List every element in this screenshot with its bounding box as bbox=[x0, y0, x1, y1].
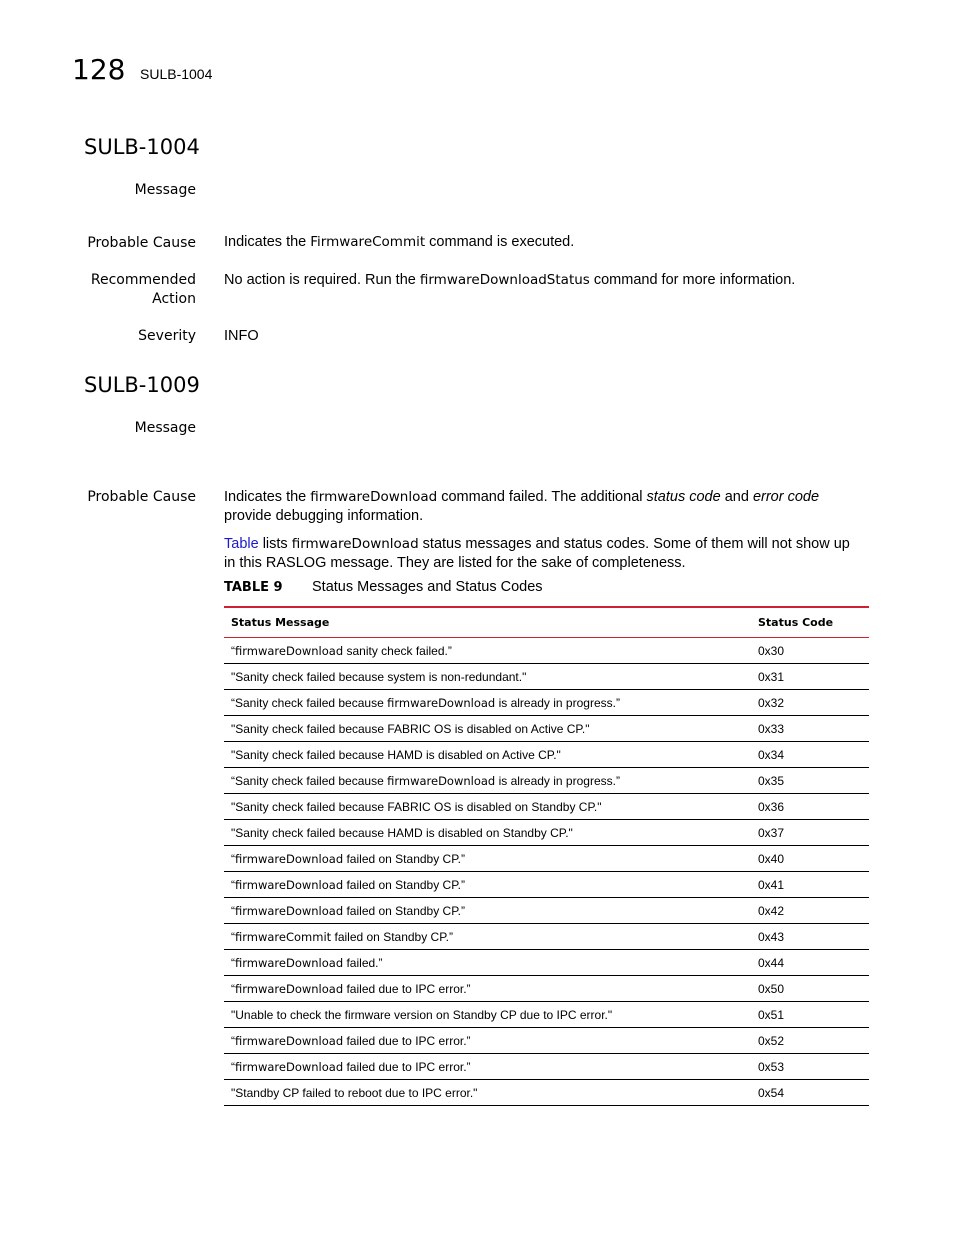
command-name: firmwareDownload bbox=[387, 695, 496, 710]
table-caption bbox=[224, 579, 543, 595]
text-run: is already in progress.” bbox=[495, 773, 620, 788]
emphasis: error code bbox=[752, 489, 820, 505]
status-message-cell bbox=[224, 872, 751, 898]
text-run: command is executed. bbox=[425, 234, 575, 250]
command-name: firmwareDownload bbox=[235, 981, 344, 996]
command-name: firmwareDownload bbox=[235, 851, 344, 866]
table-intro-paragraph bbox=[224, 535, 864, 573]
probable-cause-label: Probable Cause bbox=[87, 235, 196, 251]
status-codes-table bbox=[224, 606, 869, 1106]
command-name: firmwareDownload bbox=[310, 489, 438, 505]
command-name: firmwareDownload bbox=[387, 773, 496, 788]
text-run: “ bbox=[231, 851, 235, 866]
status-code-cell: 0x30 bbox=[751, 638, 869, 664]
column-header-status-message: Status Message bbox=[224, 607, 751, 638]
table-row bbox=[224, 716, 869, 742]
table-row bbox=[224, 872, 869, 898]
probable-cause-text bbox=[224, 488, 864, 526]
text-run: "Unable to check the firmware version on Standby CP due to IPC error." bbox=[231, 1007, 613, 1022]
section-title-sulb-1009: SULB-1009 bbox=[84, 373, 200, 397]
table-row bbox=[224, 664, 869, 690]
status-message-cell bbox=[224, 924, 751, 950]
text-run: failed on Standby CP.” bbox=[343, 851, 465, 866]
text-run: failed due to IPC error.” bbox=[343, 981, 471, 996]
text-run: sanity check failed.” bbox=[343, 643, 452, 658]
text-run: command failed. The additional bbox=[437, 489, 647, 505]
running-header: SULB-1004 bbox=[140, 66, 213, 82]
status-message-cell bbox=[224, 794, 751, 820]
text-run: Indicates the bbox=[224, 489, 311, 505]
text-run: lists bbox=[258, 536, 292, 552]
status-message-cell bbox=[224, 768, 751, 794]
status-code-cell: 0x37 bbox=[751, 820, 869, 846]
status-code-cell: 0x32 bbox=[751, 690, 869, 716]
status-message-cell bbox=[224, 1080, 751, 1106]
status-code-cell: 0x50 bbox=[751, 976, 869, 1002]
section-title-sulb-1004: SULB-1004 bbox=[84, 135, 200, 159]
label-line: Recommended bbox=[90, 272, 196, 288]
text-run: No action is required. Run the bbox=[224, 272, 420, 288]
command-name: firmwareCommit bbox=[235, 929, 332, 944]
severity-value: INFO bbox=[224, 328, 259, 344]
text-run: “ bbox=[231, 877, 235, 892]
message-label: Message bbox=[134, 182, 196, 198]
status-message-cell bbox=[224, 1054, 751, 1080]
status-message-cell bbox=[224, 690, 751, 716]
table-row bbox=[224, 846, 869, 872]
text-run: failed due to IPC error.” bbox=[343, 1033, 471, 1048]
text-run: is already in progress.” bbox=[495, 695, 620, 710]
table-row bbox=[224, 950, 869, 976]
status-code-cell: 0x51 bbox=[751, 1002, 869, 1028]
text-run: “Sanity check failed because bbox=[231, 773, 388, 788]
status-message-cell bbox=[224, 742, 751, 768]
status-code-cell: 0x54 bbox=[751, 1080, 869, 1106]
severity-label: Severity bbox=[138, 328, 196, 344]
text-run: “ bbox=[231, 981, 235, 996]
table-row bbox=[224, 1080, 869, 1106]
table-row bbox=[224, 1028, 869, 1054]
status-code-cell: 0x53 bbox=[751, 1054, 869, 1080]
status-message-cell bbox=[224, 1002, 751, 1028]
text-run: provide debugging information. bbox=[224, 508, 424, 524]
status-code-cell: 0x40 bbox=[751, 846, 869, 872]
text-run: "Sanity check failed because HAMD is disabled on Active CP." bbox=[231, 747, 561, 762]
command-name: firmwareDownloadStatus bbox=[419, 272, 590, 288]
status-message-cell bbox=[224, 846, 751, 872]
table-row bbox=[224, 924, 869, 950]
table-row bbox=[224, 690, 869, 716]
status-message-cell bbox=[224, 1028, 751, 1054]
text-run: “Sanity check failed because bbox=[231, 695, 388, 710]
text-run: "Standby CP failed to reboot due to IPC error." bbox=[231, 1085, 478, 1100]
table-row bbox=[224, 742, 869, 768]
command-name: firmwareDownload bbox=[291, 536, 419, 552]
text-run: failed on Standby CP.” bbox=[331, 929, 454, 944]
table-row bbox=[224, 638, 869, 664]
status-message-cell bbox=[224, 664, 751, 690]
command-name: firmwareDownload bbox=[235, 903, 344, 918]
command-name: FirmwareCommit bbox=[310, 234, 426, 250]
table-row bbox=[224, 820, 869, 846]
text-run: “ bbox=[231, 929, 235, 944]
text-run: failed.” bbox=[343, 955, 383, 970]
command-name: firmwareDownload bbox=[235, 643, 344, 658]
status-message-cell bbox=[224, 638, 751, 664]
table-header-row bbox=[224, 607, 869, 638]
text-run: failed on Standby CP.” bbox=[343, 903, 465, 918]
text-run: “ bbox=[231, 955, 235, 970]
probable-cause-text bbox=[224, 233, 864, 252]
table-title: Status Messages and Status Codes bbox=[312, 579, 543, 595]
table-row bbox=[224, 768, 869, 794]
table-row bbox=[224, 1002, 869, 1028]
status-message-cell bbox=[224, 820, 751, 846]
status-code-cell: 0x31 bbox=[751, 664, 869, 690]
text-run: "Sanity check failed because HAMD is disabled on Standby CP." bbox=[231, 825, 573, 840]
emphasis: status code bbox=[646, 489, 721, 505]
text-run: “ bbox=[231, 643, 235, 658]
status-message-cell bbox=[224, 716, 751, 742]
command-name: firmwareDownload bbox=[235, 1059, 344, 1074]
status-code-cell: 0x44 bbox=[751, 950, 869, 976]
probable-cause-label: Probable Cause bbox=[87, 489, 196, 505]
text-run: status messages and status codes. Some of them will not show up in this RASLOG message. They are listed for the sake of completeness. bbox=[224, 536, 850, 571]
message-label: Message bbox=[134, 420, 196, 436]
status-code-cell: 0x33 bbox=[751, 716, 869, 742]
command-name: firmwareDownload bbox=[235, 1033, 344, 1048]
status-code-cell: 0x35 bbox=[751, 768, 869, 794]
text-run: Indicates the bbox=[224, 234, 311, 250]
recommended-action-label bbox=[91, 271, 196, 309]
status-code-cell: 0x52 bbox=[751, 1028, 869, 1054]
table-link[interactable]: Table bbox=[224, 536, 259, 552]
command-name: firmwareDownload bbox=[235, 877, 344, 892]
recommended-action-text bbox=[224, 271, 864, 290]
text-run: and bbox=[720, 489, 753, 505]
page-number: 128 bbox=[72, 53, 126, 86]
text-run: failed on Standby CP.” bbox=[343, 877, 465, 892]
status-code-cell: 0x41 bbox=[751, 872, 869, 898]
text-run: “ bbox=[231, 1033, 235, 1048]
table-row bbox=[224, 1054, 869, 1080]
text-run: "Sanity check failed because FABRIC OS is disabled on Active CP." bbox=[231, 721, 590, 736]
text-run: command for more information. bbox=[589, 272, 796, 288]
status-code-cell: 0x34 bbox=[751, 742, 869, 768]
status-code-cell: 0x43 bbox=[751, 924, 869, 950]
table-row bbox=[224, 976, 869, 1002]
table-number: TABLE 9 bbox=[224, 580, 283, 595]
status-code-cell: 0x36 bbox=[751, 794, 869, 820]
status-message-cell bbox=[224, 950, 751, 976]
text-run: “ bbox=[231, 903, 235, 918]
status-message-cell bbox=[224, 898, 751, 924]
label-line: Action bbox=[152, 291, 196, 307]
column-header-status-code: Status Code bbox=[751, 607, 869, 638]
table-row bbox=[224, 898, 869, 924]
status-code-cell: 0x42 bbox=[751, 898, 869, 924]
text-run: failed due to IPC error.” bbox=[343, 1059, 471, 1074]
text-run: "Sanity check failed because FABRIC OS is disabled on Standby CP." bbox=[231, 799, 602, 814]
text-run: "Sanity check failed because system is non-redundant." bbox=[231, 669, 527, 684]
table-row bbox=[224, 794, 869, 820]
text-run: “ bbox=[231, 1059, 235, 1074]
command-name: firmwareDownload bbox=[235, 955, 344, 970]
status-message-cell bbox=[224, 976, 751, 1002]
